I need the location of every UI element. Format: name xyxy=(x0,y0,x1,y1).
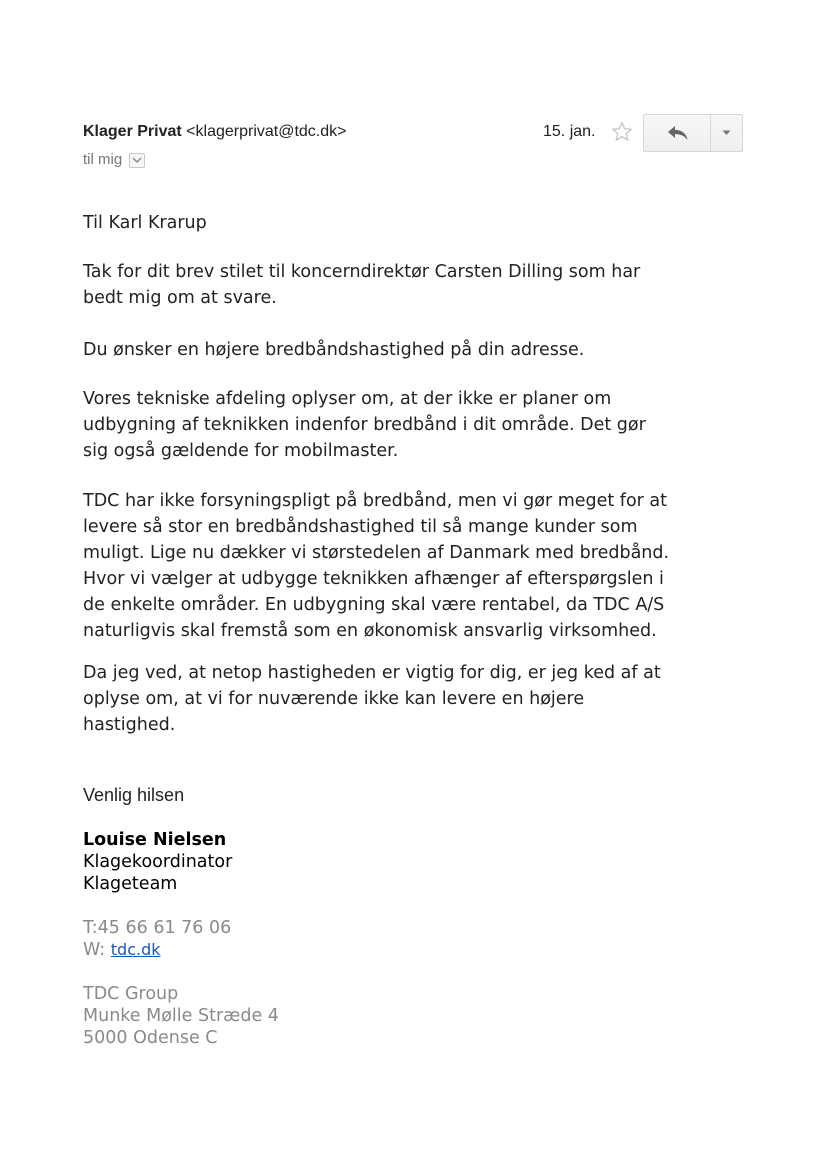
contact-block xyxy=(83,917,231,961)
recipient-label: til mig xyxy=(83,151,123,168)
caret-down-icon xyxy=(722,130,731,136)
small-caret-down-icon xyxy=(132,157,142,164)
email-header xyxy=(83,120,745,180)
reply-button[interactable] xyxy=(644,115,711,151)
star-button[interactable] xyxy=(610,120,634,144)
paragraph-line: udbygning af teknikken indenfor bredbånd i dit område. Det gør xyxy=(83,415,646,435)
sender-name[interactable]: Klager Privat xyxy=(83,123,182,140)
paragraph xyxy=(83,259,640,311)
paragraph-line: muligt. Lige nu dækker vi størstedelen af Danmark med bredbånd. xyxy=(83,543,670,563)
paragraph-line: Du ønsker en højere bredbåndshastighed på din adresse. xyxy=(83,340,585,360)
contact-web-line xyxy=(83,939,231,961)
message-date: 15. jan. xyxy=(543,123,596,140)
signature-title: Klagekoordinator xyxy=(83,852,233,872)
paragraph xyxy=(83,337,584,363)
paragraph-line: Da jeg ved, at netop hastigheden er vigtig for dig, er jeg ked af at xyxy=(83,663,661,683)
paragraph-line: naturligvis skal fremstå som en økonomisk ansvarlig virksomhed. xyxy=(83,621,657,641)
paragraph-line: TDC har ikke forsyningspligt på bredbånd, men vi gør meget for at xyxy=(83,491,668,511)
recipient-details-toggle[interactable] xyxy=(129,153,145,168)
reply-arrow-icon xyxy=(667,125,689,141)
paragraph-line: bedt mig om at svare. xyxy=(83,288,277,308)
address-block xyxy=(83,983,279,1049)
signature-team: Klageteam xyxy=(83,874,178,894)
paragraph xyxy=(83,386,646,464)
sender-line xyxy=(83,123,347,141)
paragraph-line: hastighed. xyxy=(83,715,176,735)
address-city: 5000 Odense C xyxy=(83,1028,218,1048)
paragraph xyxy=(83,488,669,644)
recipient-line xyxy=(83,151,145,168)
star-outline-icon xyxy=(610,120,634,144)
signature-name: Louise Nielsen xyxy=(83,830,227,850)
contact-web-label: W: xyxy=(83,940,106,960)
paragraph-line: Vores tekniske afdeling oplyser om, at der ikke er planer om xyxy=(83,389,612,409)
reply-button-group xyxy=(643,114,743,152)
paragraph-line: de enkelte områder. En udbygning skal være rentabel, da TDC A/S xyxy=(83,595,665,615)
sender-email: <klagerprivat@tdc.dk> xyxy=(186,123,347,140)
paragraph xyxy=(83,660,661,738)
paragraph-line: levere så stor en bredbåndshastighed til så mange kunder som xyxy=(83,517,638,537)
address-company: TDC Group xyxy=(83,984,179,1004)
address-street: Munke Mølle Stræde 4 xyxy=(83,1006,279,1026)
paragraph-line: Hvor vi vælger at udbygge teknikken afhænger af efterspørgslen i xyxy=(83,569,664,589)
greeting: Til Karl Krarup xyxy=(83,213,207,233)
contact-phone: T:45 66 61 76 06 xyxy=(83,918,232,938)
more-options-button[interactable] xyxy=(711,115,742,151)
website-link[interactable]: tdc.dk xyxy=(110,940,161,959)
closing-phrase: Venlig hilsen xyxy=(83,785,185,805)
paragraph-line: sig også gældende for mobilmaster. xyxy=(83,441,399,461)
signature-block xyxy=(83,829,232,895)
paragraph-line: oplyse om, at vi for nuværende ikke kan levere en højere xyxy=(83,689,585,709)
paragraph-line: Tak for dit brev stilet til koncerndirektør Carsten Dilling som har xyxy=(83,262,641,282)
